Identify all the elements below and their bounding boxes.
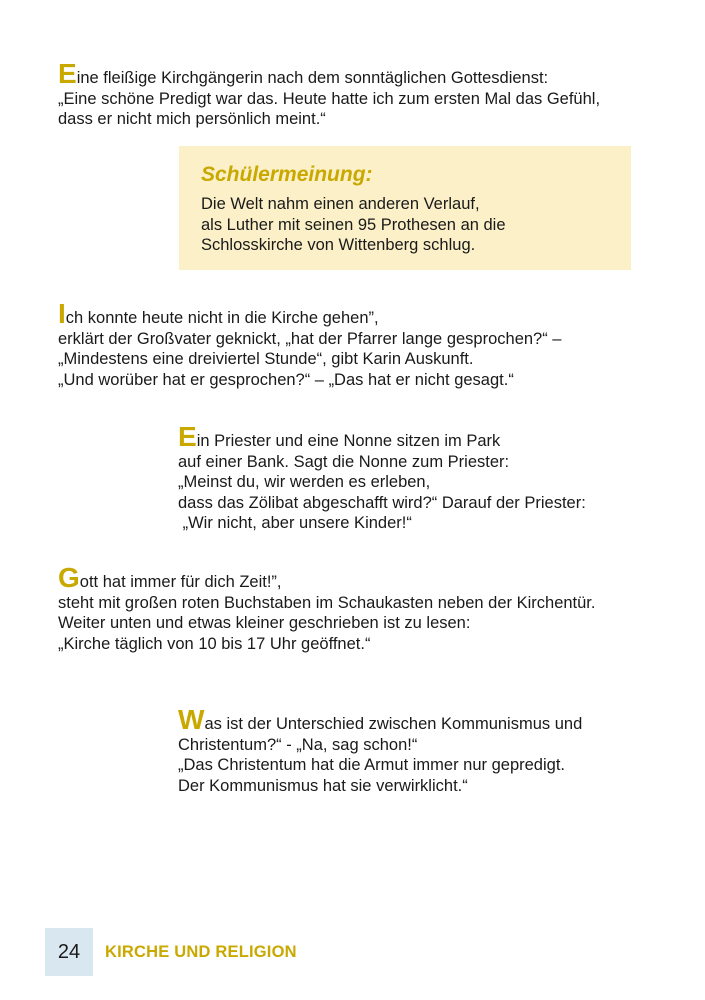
joke-line: dass das Zölibat abgeschafft wird?“ Darauf der Priester: xyxy=(178,493,586,512)
drop-cap: E xyxy=(58,58,77,89)
joke-line: „Eine schöne Predigt war das. Heute hatte ich zum ersten Mal das Gefühl, xyxy=(58,89,601,108)
section-title: KIRCHE UND RELIGION xyxy=(105,942,297,961)
joke-line: Weiter unten und etwas kleiner geschrieben ist zu lesen: xyxy=(58,614,471,632)
box-line: Die Welt nahm einen anderen Verlauf, xyxy=(201,195,480,213)
joke-line: Der Kommunismus hat sie verwirklicht.“ xyxy=(178,776,468,795)
joke-line: „Kirche täglich von 10 bis 17 Uhr geöffnet.“ xyxy=(58,634,371,653)
joke-4 xyxy=(58,562,596,654)
joke-line: „Und worüber hat er gesprochen?“ – „Das hat er nicht gesagt.“ xyxy=(58,370,514,389)
joke-line: Ein Priester und eine Nonne sitzen im Park xyxy=(178,421,501,452)
joke-1 xyxy=(58,58,601,130)
joke-line: Was ist der Unterschied zwischen Kommunismus und xyxy=(178,704,583,735)
joke-5 xyxy=(178,704,583,796)
box-line: als Luther mit seinen 95 Prothesen an die xyxy=(201,215,506,234)
joke-3 xyxy=(178,421,586,534)
joke-line: auf einer Bank. Sagt die Nonne zum Priester: xyxy=(178,452,510,471)
drop-cap: I xyxy=(58,298,66,329)
joke-line: Gott hat immer für dich Zeit!”, xyxy=(58,562,282,593)
joke-line: steht mit großen roten Buchstaben im Schaukasten neben der Kirchentür. xyxy=(58,593,596,612)
joke-line: Ich konnte heute nicht in die Kirche gehen”, xyxy=(58,298,379,329)
joke-line: „Mindestens eine dreiviertel Stunde“, gibt Karin Auskunft. xyxy=(58,350,474,368)
joke-line: Eine fleißige Kirchgängerin nach dem sonntäglichen Gottesdienst: xyxy=(58,58,549,89)
joke-line: „Meinst du, wir werden es erleben, xyxy=(178,473,431,491)
joke-line: erklärt der Großvater geknickt, „hat der Pfarrer lange gesprochen?“ – xyxy=(58,329,562,348)
page-number: 24 xyxy=(45,928,93,976)
joke-line: „Das Christentum hat die Armut immer nur gepredigt. xyxy=(178,756,565,774)
joke-line: dass er nicht mich persönlich meint.“ xyxy=(58,110,326,128)
box-title: Schülermeinung: xyxy=(201,163,373,186)
drop-cap: G xyxy=(58,562,80,593)
pupil-opinion-box xyxy=(179,146,631,270)
page-footer xyxy=(45,928,297,976)
drop-cap: W xyxy=(178,704,205,735)
joke-2 xyxy=(58,298,562,390)
box-text xyxy=(201,194,609,256)
box-line: Schlosskirche von Wittenberg schlug. xyxy=(201,236,476,254)
joke-line: „Wir nicht, aber unsere Kinder!“ xyxy=(178,514,412,532)
joke-line: Christentum?“ - „Na, sag schon!“ xyxy=(178,735,418,754)
drop-cap: E xyxy=(178,421,197,452)
